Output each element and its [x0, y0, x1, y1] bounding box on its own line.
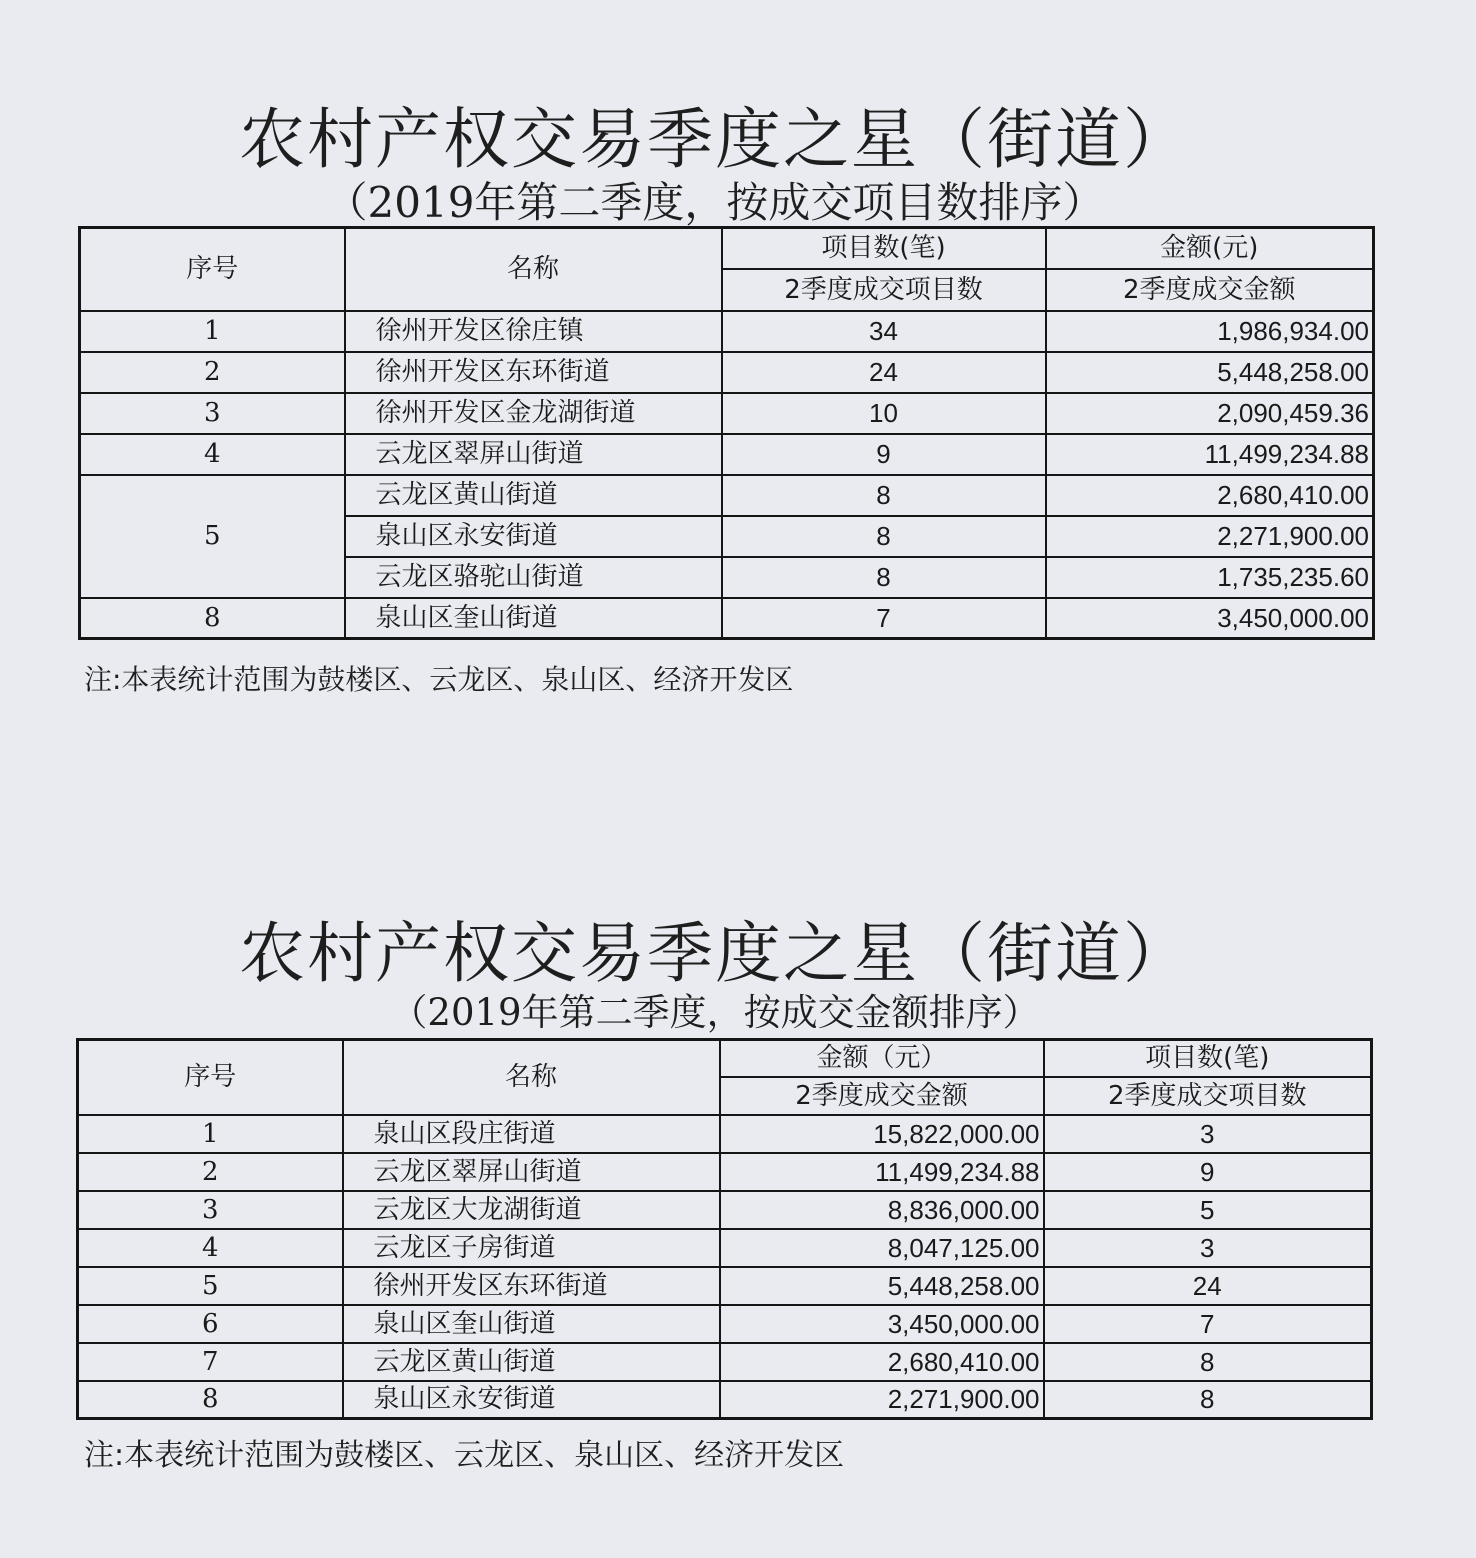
row-count: 24	[722, 352, 1046, 393]
table-row	[78, 1229, 1372, 1267]
table-row	[80, 434, 1374, 475]
row-count: 8	[1044, 1343, 1372, 1381]
row-amount: 11,499,234.88	[720, 1153, 1044, 1191]
header-count-group: 项目数(笔)	[1044, 1040, 1372, 1077]
table-row	[78, 1267, 1372, 1305]
row-name: 云龙区翠屏山街道	[345, 434, 722, 475]
header-index: 序号	[80, 228, 345, 311]
table-row	[78, 1191, 1372, 1229]
row-amount: 15,822,000.00	[720, 1115, 1044, 1153]
row-count: 3	[1044, 1115, 1372, 1153]
row-amount: 5,448,258.00	[1046, 352, 1374, 393]
row-name: 徐州开发区金龙湖街道	[345, 393, 722, 434]
row-index: 6	[78, 1305, 343, 1343]
row-index: 4	[78, 1229, 343, 1267]
row-index: 3	[80, 393, 345, 434]
table-row	[78, 1115, 1372, 1153]
row-index: 8	[78, 1381, 343, 1419]
row-name: 云龙区骆驼山街道	[345, 557, 722, 598]
row-count: 8	[722, 557, 1046, 598]
row-name: 云龙区黄山街道	[343, 1343, 720, 1381]
row-amount: 11,499,234.88	[1046, 434, 1374, 475]
row-index: 8	[80, 598, 345, 639]
row-count: 7	[1044, 1305, 1372, 1343]
row-name: 泉山区奎山街道	[345, 598, 722, 639]
row-amount: 3,450,000.00	[720, 1305, 1044, 1343]
header-name: 名称	[343, 1040, 720, 1115]
section2-note: 注:本表统计范围为鼓楼区、云龙区、泉山区、经济开发区	[84, 1438, 845, 1473]
table-row	[78, 1343, 1372, 1381]
row-index: 1	[78, 1115, 343, 1153]
row-amount: 2,271,900.00	[1046, 516, 1374, 557]
row-amount: 8,047,125.00	[720, 1229, 1044, 1267]
row-count: 7	[722, 598, 1046, 639]
table-row	[78, 1305, 1372, 1343]
row-index: 1	[80, 311, 345, 352]
row-count: 5	[1044, 1191, 1372, 1229]
table-row	[80, 598, 1374, 639]
row-count: 34	[722, 311, 1046, 352]
header-count-sub: 2季度成交项目数	[722, 269, 1046, 311]
row-amount: 5,448,258.00	[720, 1267, 1044, 1305]
row-name: 泉山区永安街道	[345, 516, 722, 557]
header-amount-sub: 2季度成交金额	[720, 1077, 1044, 1115]
table-row	[78, 1153, 1372, 1191]
row-index: 7	[78, 1343, 343, 1381]
header-amount-group: 金额(元)	[1046, 228, 1374, 269]
row-name: 云龙区大龙湖街道	[343, 1191, 720, 1229]
section2-subtitle: （2019年第二季度，按成交金额排序）	[390, 991, 1040, 1034]
row-index: 5	[78, 1267, 343, 1305]
row-name: 云龙区黄山街道	[345, 475, 722, 516]
row-index: 4	[80, 434, 345, 475]
header-count-group: 项目数(笔)	[722, 228, 1046, 269]
section1-note: 注:本表统计范围为鼓楼区、云龙区、泉山区、经济开发区	[84, 663, 794, 696]
table-row	[80, 475, 1374, 516]
section2-table	[76, 1038, 1373, 1420]
row-amount: 2,090,459.36	[1046, 393, 1374, 434]
section1-subtitle: （2019年第二季度，按成交项目数排序）	[325, 178, 1105, 227]
row-amount: 2,271,900.00	[720, 1381, 1044, 1419]
row-count: 3	[1044, 1229, 1372, 1267]
row-index: 2	[78, 1153, 343, 1191]
table-row	[80, 393, 1374, 434]
row-name: 泉山区永安街道	[343, 1381, 720, 1419]
row-amount: 2,680,410.00	[720, 1343, 1044, 1381]
row-name: 泉山区奎山街道	[343, 1305, 720, 1343]
row-count: 10	[722, 393, 1046, 434]
row-count: 8	[722, 475, 1046, 516]
header-amount-sub: 2季度成交金额	[1046, 269, 1374, 311]
row-amount: 8,836,000.00	[720, 1191, 1044, 1229]
row-name: 徐州开发区东环街道	[345, 352, 722, 393]
row-amount: 2,680,410.00	[1046, 475, 1374, 516]
row-count: 8	[722, 516, 1046, 557]
row-name: 徐州开发区徐庄镇	[345, 311, 722, 352]
row-name: 云龙区翠屏山街道	[343, 1153, 720, 1191]
row-index: 3	[78, 1191, 343, 1229]
header-name: 名称	[345, 228, 722, 311]
table-row	[78, 1381, 1372, 1419]
row-name: 云龙区子房街道	[343, 1229, 720, 1267]
table-row	[80, 311, 1374, 352]
header-index: 序号	[78, 1040, 343, 1115]
row-index-merged: 5	[80, 475, 345, 598]
row-name: 泉山区段庄街道	[343, 1115, 720, 1153]
row-amount: 3,450,000.00	[1046, 598, 1374, 639]
section1-title: 农村产权交易季度之星（街道）	[239, 101, 1191, 178]
header-count-sub: 2季度成交项目数	[1044, 1077, 1372, 1115]
row-count: 8	[1044, 1381, 1372, 1419]
row-amount: 1,735,235.60	[1046, 557, 1374, 598]
row-count: 9	[722, 434, 1046, 475]
row-index: 2	[80, 352, 345, 393]
row-count: 24	[1044, 1267, 1372, 1305]
header-amount-group: 金额（元）	[720, 1040, 1044, 1077]
section2-title: 农村产权交易季度之星（街道）	[239, 915, 1191, 992]
row-name: 徐州开发区东环街道	[343, 1267, 720, 1305]
row-amount: 1,986,934.00	[1046, 311, 1374, 352]
row-count: 9	[1044, 1153, 1372, 1191]
section1-table	[78, 226, 1375, 640]
table-row	[80, 352, 1374, 393]
